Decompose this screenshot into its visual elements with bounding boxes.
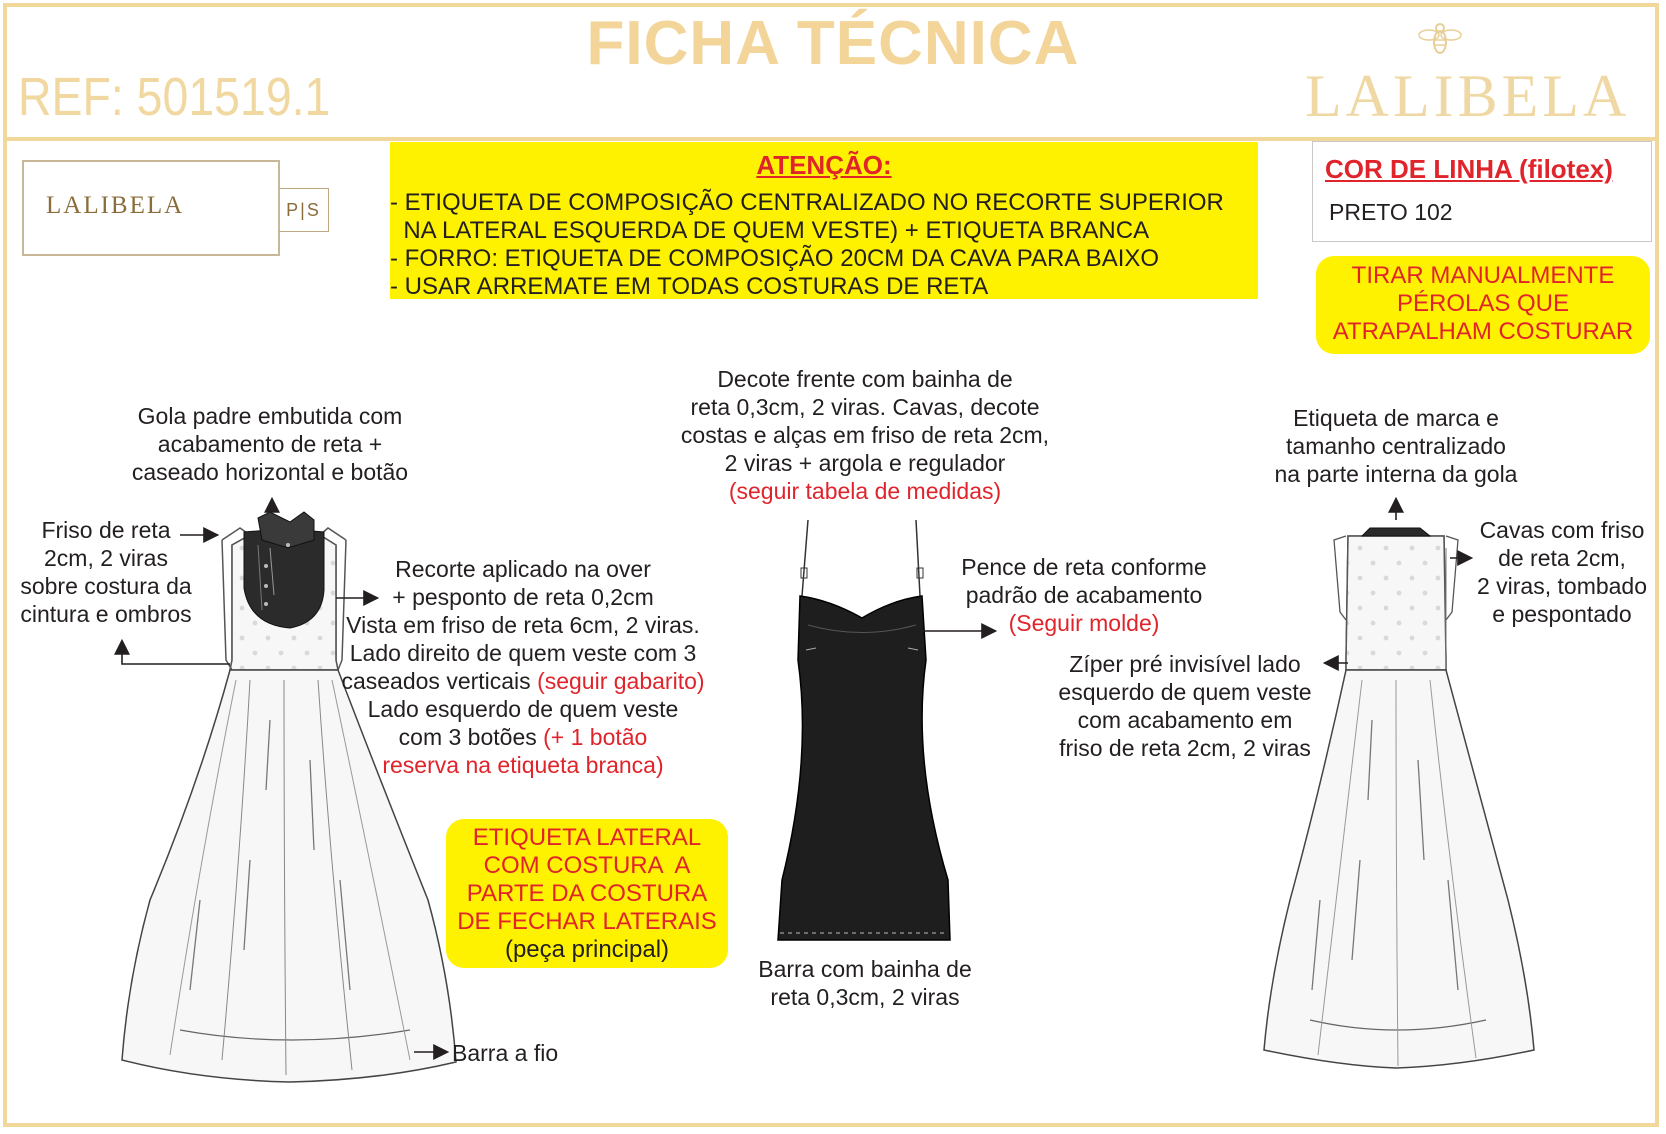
note-line: Lado direito de quem veste com 3 — [349, 640, 697, 666]
note-line: Friso de reta — [41, 517, 171, 543]
attention-title: ATENÇÃO: — [756, 150, 892, 180]
note-waist-topstitch — [8, 516, 204, 628]
note-line: Barra com bainha de — [758, 956, 972, 982]
reference-code: REF: 501519.1 — [18, 67, 331, 127]
note-line — [328, 667, 718, 695]
note-brand-label — [1246, 404, 1546, 488]
note-line: Gola padre embutida com — [137, 403, 403, 429]
note-line: Zíper pré invisível lado — [1069, 651, 1301, 677]
note-line: Etiqueta de marca e — [1293, 405, 1499, 431]
pearls-warning-line: TIRAR MANUALMENTE — [1351, 262, 1615, 289]
attention-line: - ETIQUETA DE COMPOSIÇÃO CENTRALIZADO NO RECORTE SUPERIOR — [390, 189, 1224, 216]
note-line: caseado horizontal e botão — [131, 459, 409, 485]
note-line: e pespontado — [1492, 601, 1632, 627]
attention-line: - FORRO: ETIQUETA DE COMPOSIÇÃO 20CM DA CAVA PARA BAIXO — [390, 245, 1160, 272]
note-line: + pesponto de reta 0,2cm — [392, 584, 654, 610]
note-line: Decote frente com bainha de — [717, 366, 1013, 392]
side-label-line: PARTE DA COSTURA — [466, 880, 708, 907]
note-line: costas e alças em friso de reta 2cm, — [680, 422, 1050, 448]
note-dart — [944, 553, 1224, 637]
attention-line: - USAR ARREMATE EM TODAS COSTURAS DE RETA — [390, 273, 989, 300]
note-line: friso de reta 2cm, 2 viras — [1059, 735, 1311, 761]
note-line: Vista em friso de reta 6cm, 2 viras. — [346, 612, 700, 638]
note-line — [328, 723, 718, 751]
note-text: caseados verticais — [341, 668, 538, 694]
note-line: Lado esquerdo de quem veste — [367, 696, 679, 722]
note-line: com acabamento em — [1077, 707, 1293, 733]
note-line: Pence de reta conforme — [961, 554, 1207, 580]
lining-slip-drawing — [778, 520, 950, 940]
note-line: (Seguir molde) — [1008, 610, 1160, 636]
thread-color-value: PRETO 102 — [1329, 199, 1453, 225]
note-neckline — [660, 365, 1070, 505]
note-line: reta 0,3cm, 2 viras. Cavas, decote — [690, 394, 1040, 420]
note-line: cintura e ombros — [20, 601, 192, 627]
side-label-line: COM COSTURA A — [483, 852, 691, 879]
note-armholes — [1464, 516, 1660, 628]
note-line: Cavas com friso — [1479, 517, 1645, 543]
thread-color-title: COR DE LINHA (filotex) — [1325, 154, 1613, 184]
side-label-line: DE FECHAR LATERAIS — [457, 908, 717, 935]
note-line: reserva na etiqueta branca) — [382, 752, 664, 778]
note-text-red: (seguir gabarito) — [537, 668, 705, 694]
note-line: na parte interna da gola — [1274, 461, 1518, 487]
note-bodice-panel — [328, 555, 718, 779]
note-line: padrão de acabamento — [965, 582, 1203, 608]
label-tag-size: P|S — [279, 188, 329, 232]
note-hem-lining — [730, 955, 1000, 1011]
note-line: reta 0,3cm, 2 viras — [770, 984, 960, 1010]
note-line: (seguir tabela de medidas) — [728, 478, 1002, 504]
note-line: Recorte aplicado na over — [395, 556, 651, 582]
note-line: acabamento de reta + — [157, 431, 383, 457]
note-raw-hem: Barra a fio — [452, 1040, 559, 1066]
note-collar — [110, 402, 430, 486]
attention-line: NA LATERAL ESQUERDA DE QUEM VESTE) + ETIQUETA BRANCA — [390, 217, 1150, 244]
label-tag-brand: LALIBELA — [46, 192, 185, 219]
note-line: de reta 2cm, — [1498, 545, 1626, 571]
note-text-red: (+ 1 botão — [543, 724, 648, 750]
note-line: 2 viras + argola e regulador — [724, 450, 1006, 476]
page-title: FICHA TÉCNICA — [586, 9, 1080, 78]
pearls-warning-line: PÉROLAS QUE — [1396, 290, 1570, 317]
note-line: 2 viras, tombado — [1476, 573, 1648, 599]
note-line: tamanho centralizado — [1286, 433, 1506, 459]
note-line: 2cm, 2 viras — [44, 545, 168, 571]
note-line: sobre costura da — [20, 573, 192, 599]
brand-logo: LALIBELA — [1305, 63, 1631, 129]
pearls-warning-line: ATRAPALHAM COSTURAR — [1332, 318, 1634, 345]
side-label-line: ETIQUETA LATERAL — [472, 824, 702, 851]
side-label-line: (peça principal) — [504, 936, 670, 963]
note-text: com 3 botões — [398, 724, 544, 750]
note-line: esquerdo de quem veste — [1058, 679, 1312, 705]
note-zipper — [1040, 650, 1330, 762]
